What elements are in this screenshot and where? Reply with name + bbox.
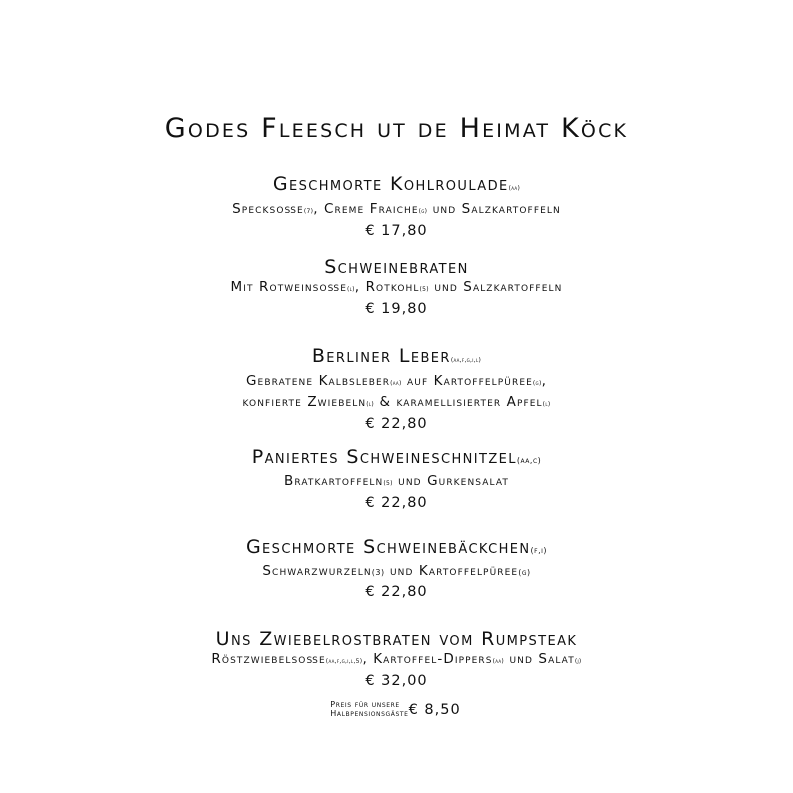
dish-price: € 19,80 [365,301,428,317]
dish-description: Röstzwiebelsoße(aa,f,g,i,l,5), Kartoffel-Dippers(aa) und Salat(j) [211,651,582,667]
dish-name: Geschmorte Schweinebäckchen(f,i) [245,536,548,558]
dish-schweinebaeckchen [0,536,793,603]
allergen-note: (l) [366,401,375,408]
dish-kohlroulade [0,173,793,242]
dish-price: € 32,00 [365,673,428,689]
dish-zwiebelrostbraten [0,628,793,718]
allergen-note: (g) [418,208,428,215]
allergen-note: (j) [574,658,582,665]
dish-price: € 22,80 [365,495,428,511]
dish-berliner-leber [0,345,793,435]
dish-name: Berliner Leber(aa,f,g,i,l) [311,345,482,367]
half-board-note: Preis für unsere Halbpensionsgäste [330,700,409,718]
dish-price: € 17,80 [365,223,428,239]
dish-description: Schwarzwurzeln(3) und Kartoffelpüree(g) [262,563,531,579]
dish-description: Bratkartoffeln(5) und Gurkensalat [283,473,510,489]
dish-name: Schweinebraten [324,256,469,278]
dish-description-line-2: konfierte Zwiebeln(l) & karamellisierter Apfel(l) [242,394,551,410]
dish-name: Geschmorte Kohlroulade(aa) [272,173,521,195]
allergen-note: (7) [303,208,314,215]
half-board-row [0,692,793,718]
dish-name: Paniertes Schweineschnitzel(aa,c) [251,446,542,468]
dish-price: € 22,80 [365,584,428,600]
dish-price: € 22,80 [365,416,428,432]
half-board-price: € 8,50 [408,702,461,718]
allergen-note: (g) [518,568,531,577]
allergen-note: (5) [419,286,429,293]
allergen-note: (l) [346,286,355,293]
menu-title: Godes Fleesch ut de Heimat Köck [164,113,629,144]
dish-description-line-1: Gebratene Kalbsleber(aa) auf Kartoffelpüree(g), [246,373,547,389]
allergen-note: (aa,f,g,i,l) [450,357,482,364]
dish-name: Uns Zwiebelrostbraten vom Rumpsteak [215,628,578,650]
allergen-note: (aa,c) [516,456,542,465]
allergen-note: (g) [532,380,542,387]
dish-description: Specksoße(7), Creme Fraiche(g) und Salzkartoffeln [232,201,561,217]
dish-description: Mit Rotweinsoße(l), Rotkohl(5) und Salzkartoffeln [230,279,563,295]
dish-schweineschnitzel [0,446,793,514]
allergen-note: (aa) [492,658,505,665]
dish-schweinebraten [0,256,793,320]
allergen-note: (3) [371,568,385,577]
allergen-note: (f,i) [530,546,548,555]
allergen-note: (aa) [508,185,521,192]
allergen-note: (l) [542,401,551,408]
allergen-note: (aa,f,g,i,l,5) [325,658,363,665]
allergen-note: (aa) [390,380,402,387]
allergen-note: (5) [383,480,393,487]
